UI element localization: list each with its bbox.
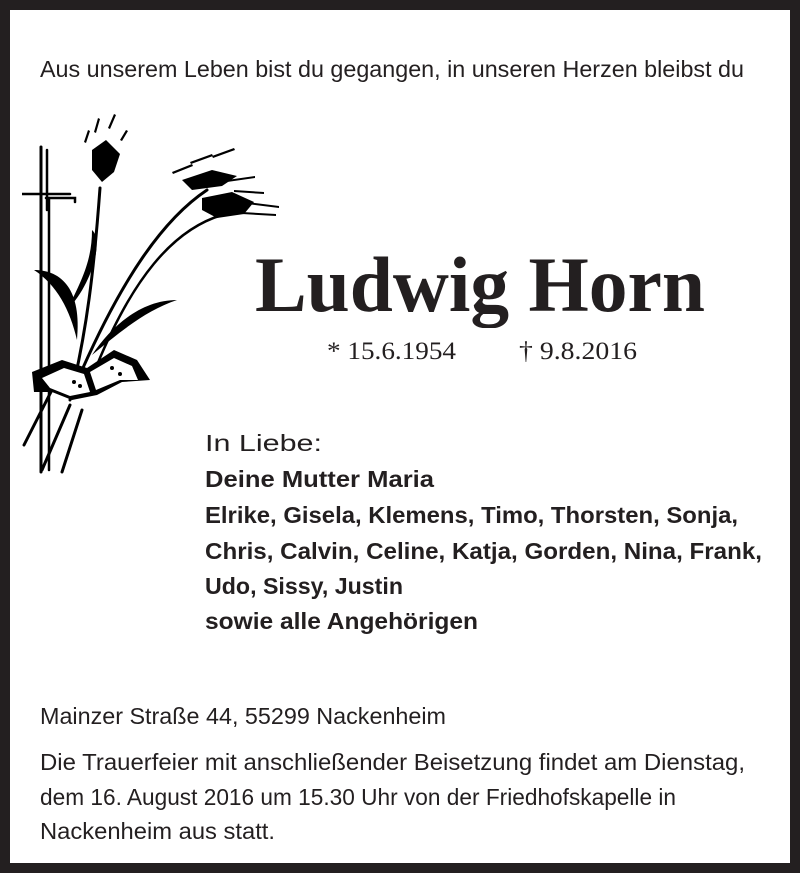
birth-date: * 15.6.1954 [327, 338, 456, 365]
motto-text: Aus unserem Leben bist du gegangen, in unseren Herzen bleibst du [40, 56, 744, 82]
mourner-line: Elrike, Gisela, Klemens, Timo, Thorsten, Sonja, [205, 502, 738, 528]
mourner-line: Udo, Sissy, Justin [205, 573, 403, 599]
mourner-line: Chris, Calvin, Celine, Katja, Gorden, Nina, Frank, [205, 538, 762, 564]
mourner-line: Deine Mutter Maria [205, 466, 434, 492]
mourners-intro: In Liebe: [205, 430, 322, 456]
deceased-name: Ludwig Horn [255, 241, 705, 328]
mourner-line: sowie alle Angehörigen [205, 608, 478, 634]
funeral-info-line: Nackenheim aus statt. [40, 818, 275, 844]
funeral-info-line: dem 16. August 2016 um 15.30 Uhr von der Friedhofskapelle in [40, 784, 676, 810]
address-text: Mainzer Straße 44, 55299 Nackenheim [40, 703, 446, 729]
death-date: † 9.8.2016 [519, 338, 637, 365]
funeral-info-line: Die Trauerfeier mit anschließender Beisetzung findet am Dienstag, [40, 749, 745, 775]
